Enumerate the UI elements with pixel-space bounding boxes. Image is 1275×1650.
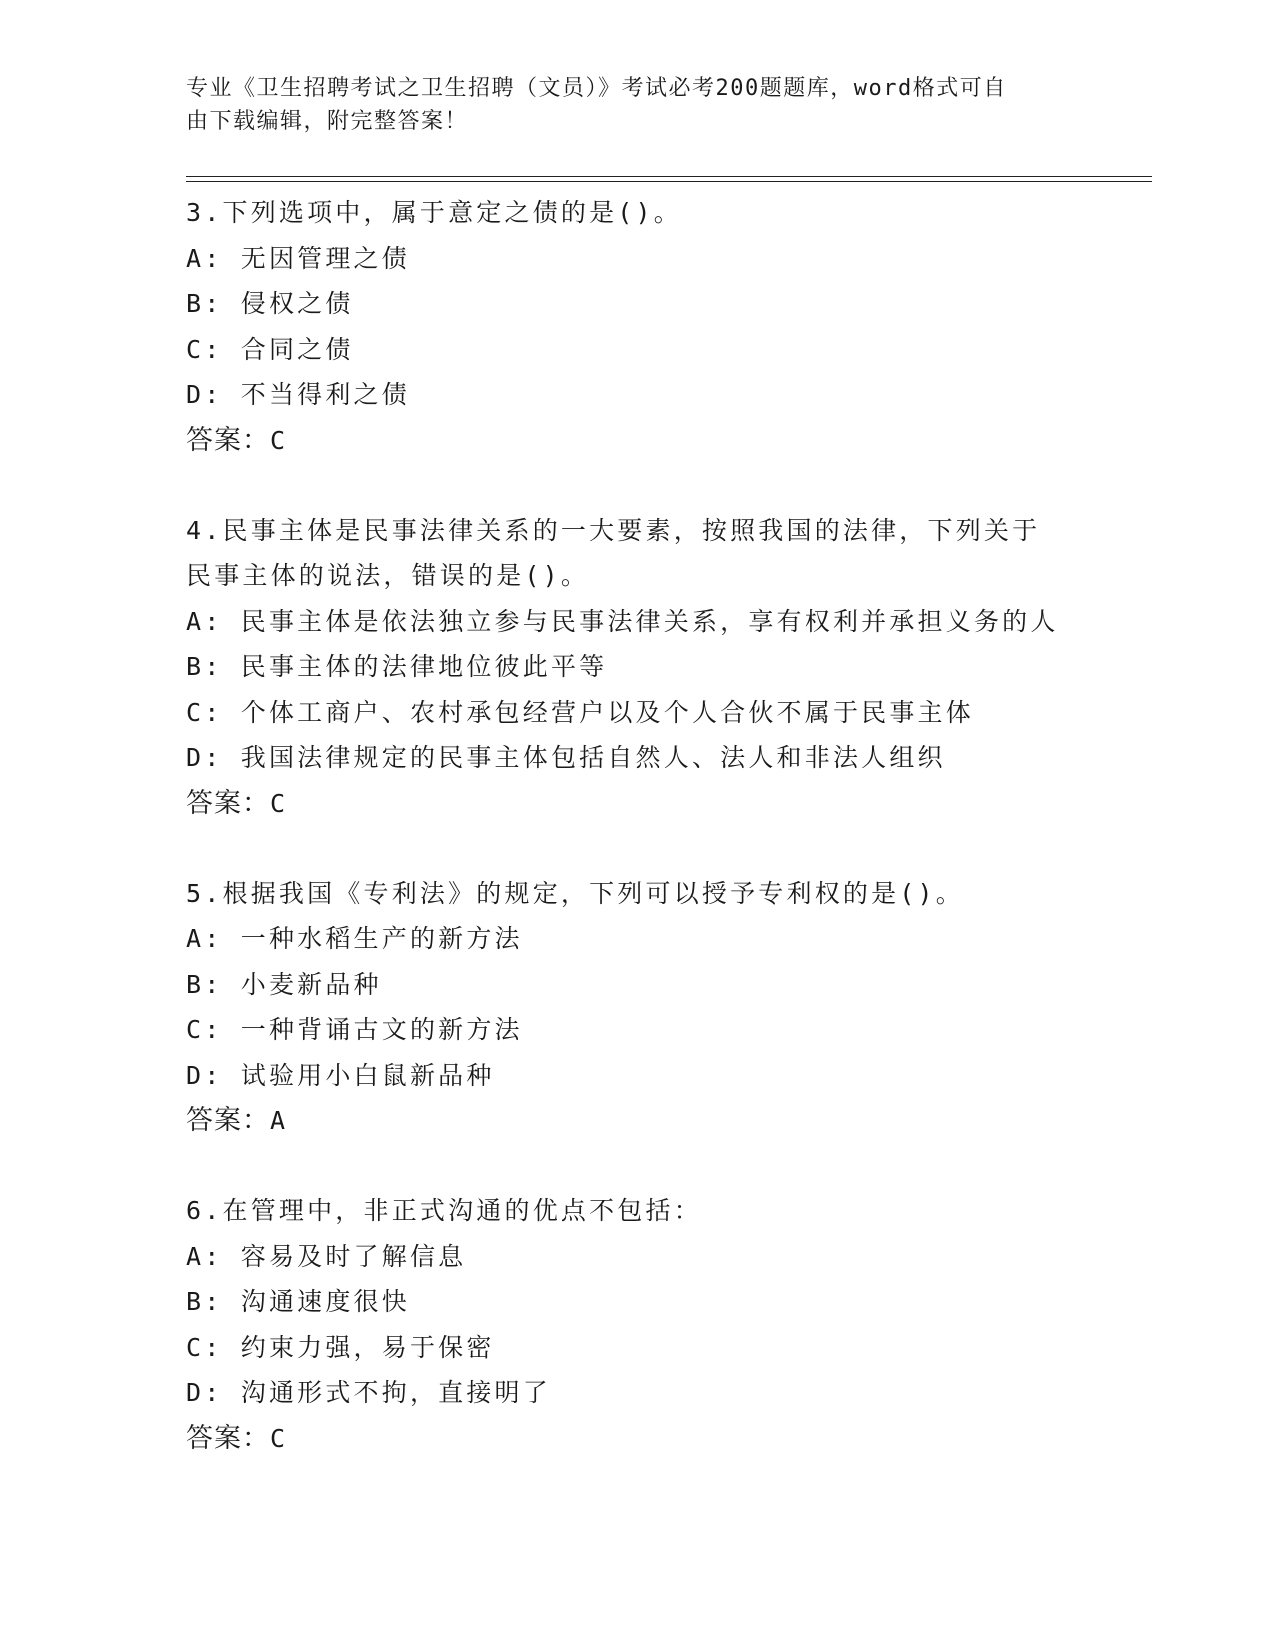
answer-line	[186, 781, 1186, 826]
option-d: D: 试验用小白鼠新品种	[186, 1060, 495, 1090]
option-d: D: 我国法律规定的民事主体包括自然人、法人和非法人组织	[186, 743, 946, 772]
option-b: B: 小麦新品种	[186, 969, 382, 999]
option-c: C: 一种背诵古文的新方法	[186, 1015, 523, 1044]
option-a: A: 无因管理之债	[186, 243, 410, 273]
option-d: D: 不当得利之债	[186, 380, 410, 409]
answer-label: 答案：	[186, 1105, 270, 1136]
option-a: A: 容易及时了解信息	[186, 1241, 467, 1271]
question-stem: 5.根据我国《专利法》的规定，下列可以授予专利权的是()。	[186, 878, 965, 908]
option-c: C: 个体工商户、农村承包经营户以及个人合伙不属于民事主体	[186, 697, 974, 727]
option-c: C: 约束力强，易于保密	[186, 1332, 495, 1362]
answer-label: 答案：	[186, 1422, 270, 1454]
document-header	[186, 72, 1076, 138]
option-b: B: 沟通速度很快	[186, 1287, 410, 1316]
question-stem: 6.在管理中，非正式沟通的优点不包括：	[186, 1196, 702, 1225]
option-a: A: 民事主体是依法独立参与民事法律关系，享有权利并承担义务的人	[186, 606, 1059, 636]
question-stem-line-1: 4.民事主体是民事法律关系的一大要素，按照我国的法律，下列关于	[186, 515, 1041, 545]
answer-value: A	[270, 1106, 287, 1135]
header-line-2: 由下载编辑，附完整答案！	[186, 109, 469, 134]
answer-line	[186, 1416, 1186, 1461]
answer-label: 答案：	[186, 424, 270, 456]
option-a: A: 一种水稻生产的新方法	[186, 924, 523, 953]
option-c: C: 合同之债	[186, 334, 354, 364]
header-rule-top	[186, 176, 1152, 177]
option-b: B: 民事主体的法律地位彼此平等	[186, 652, 608, 681]
answer-line	[186, 1098, 1186, 1143]
header-line-1: 专业《卫生招聘考试之卫生招聘（文员）》考试必考200题题库，word格式可自	[186, 76, 1007, 101]
answer-value: C	[270, 1423, 287, 1453]
question-4	[186, 508, 1186, 826]
question-list	[186, 190, 1186, 1461]
question-6	[186, 1188, 1186, 1461]
question-5	[186, 871, 1186, 1144]
option-d: D: 沟通形式不拘，直接明了	[186, 1378, 551, 1407]
header-rule-bottom	[186, 181, 1152, 182]
question-stem-line-2: 民事主体的说法，错误的是()。	[186, 561, 590, 590]
question-stem: 3.下列选项中，属于意定之债的是()。	[186, 198, 683, 227]
answer-value: C	[270, 425, 287, 455]
question-3	[186, 190, 1186, 463]
answer-line	[186, 418, 1186, 463]
option-b: B: 侵权之债	[186, 289, 354, 318]
answer-value: C	[270, 788, 287, 818]
answer-label: 答案：	[186, 787, 270, 819]
